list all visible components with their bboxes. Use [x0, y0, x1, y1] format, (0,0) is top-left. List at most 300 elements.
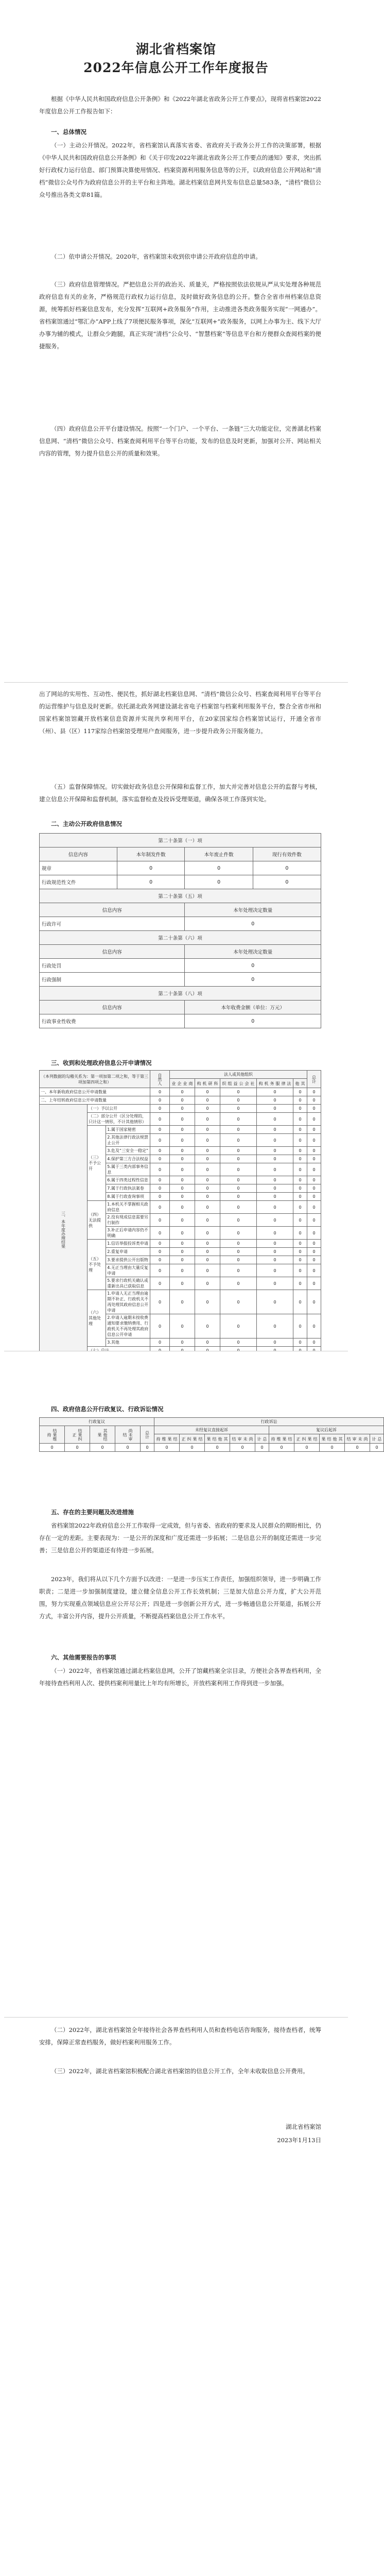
table-cell: 0 [115, 1444, 141, 1452]
table-cell: 0 [220, 1105, 256, 1113]
table-row-label: 3.危及“三安全一稳定” [106, 1147, 150, 1155]
table-caption: 第二十条第（六）项 [40, 931, 321, 945]
table-cell: 0 [220, 1147, 256, 1155]
table-cell: 0 [195, 1113, 220, 1126]
table-cell: 0 [150, 1201, 169, 1214]
table-cell: 0 [150, 1147, 169, 1155]
table-cell: 行政规范性文件 [40, 875, 117, 889]
table-cell: 0 [256, 1314, 293, 1338]
table-cell: 0 [256, 1134, 293, 1147]
table-cell: 0 [150, 1155, 169, 1163]
table-cell: 0 [256, 1214, 293, 1227]
table-cell: 0 [150, 1256, 169, 1264]
table-cell: 0 [195, 1088, 220, 1096]
table-header: 其他结果 [205, 1434, 230, 1444]
table-cell: 0 [256, 1277, 293, 1290]
table-header: 信息内容 [40, 848, 117, 861]
table-header: 其他 [293, 1079, 307, 1088]
table-row-label: 3.其他 [106, 1338, 150, 1347]
paragraph-platform-continued: 出了网站的实用性、互动性、便民性，抓好湖北档案信息网、“清档”微信公众号、档案查阅利用平台等平台的运营维护与信息及时更新。依托湖北政务网建设湖北省电子档案馆与档案利用服务平台，整合全省市州和国家档案馆馆藏开放档案信息资源并实现共享利用平台，在20家国家综合档案馆试运行，开通全省市（州）、县（区）117家综合档案馆受理用户查阅服务，进一步提升政务公开服务能力。 [39, 690, 321, 735]
table-cell: 0 [293, 1227, 307, 1240]
table-cell: 0 [307, 1338, 321, 1347]
table-cell: 0 [220, 1338, 256, 1347]
table-cell: 0 [293, 1214, 307, 1227]
page-4 [4, 2018, 348, 2576]
table-cell: 0 [195, 1214, 220, 1227]
table-cell: 0 [141, 1444, 154, 1452]
table-cell: 0 [293, 1240, 307, 1248]
table-header: 本年制发件数 [117, 848, 185, 861]
table-cell: 0 [169, 1147, 195, 1155]
table-cell: 0 [195, 1256, 220, 1264]
table-row [40, 875, 321, 889]
table-cell: 0 [180, 1444, 205, 1452]
table-row-label: 2.申请人逾期未按收费通知要求缴纳费用、行政机关不再处理其政府信息公开申请 [106, 1314, 150, 1338]
table-cell: 0 [169, 1314, 195, 1338]
table-cell: 0 [169, 1338, 195, 1347]
table-cell: 0 [169, 1096, 195, 1105]
table-cell: 0 [169, 1184, 195, 1193]
table-row [40, 1088, 321, 1096]
table-row-label: 7.属于行政执法案卷 [106, 1184, 150, 1193]
table-row [40, 861, 321, 875]
table-cell: 0 [293, 1134, 307, 1147]
table-group-label: （三）不予公开 [88, 1126, 106, 1201]
table-row [40, 1096, 321, 1105]
table-cell: 0 [220, 1277, 256, 1290]
table-header: 信息内容 [40, 945, 185, 959]
table-cell: 0 [150, 1338, 169, 1347]
table-cell: 0 [256, 1290, 293, 1314]
table-cell: 0 [220, 1290, 256, 1314]
table-cell: 0 [220, 1163, 256, 1176]
table-cell: 0 [195, 1163, 220, 1176]
table-row-label: （二）部分公开（区分处理的，只计这一情形，不计其他情形） [88, 1113, 150, 1126]
table-cell: 0 [150, 1248, 169, 1256]
table-cell: 0 [220, 1193, 256, 1201]
signature-org: 湖北省档案馆 [286, 2123, 321, 2130]
paragraph-supervision: （五）监督保障情况。切实做好政务信息公开保障和监督工作，加大并完善对信息公开的监督与考核，建立信息公开保障和监督机制，落实监督检查及投诉受理渠道，确保各项工作落到实处。 [39, 783, 321, 803]
section-4-heading: 四、政府信息公开行政复议、行政诉讼情况 [51, 1405, 164, 1413]
table-header: 结果维持 [269, 1434, 294, 1444]
table-cell: 0 [169, 1264, 195, 1277]
paragraph-platform: （四）政府信息公开平台建设情况。按照“一个门户、一个平台、一条链”三大功能定位，完善湖北档案信息网、“清档”微信公众号、档案查阅利用平台等平台功能，发布的信息及时更新，加强对公开、网站相关内容的管理，努力提升信息公开的质量和效果。 [39, 425, 321, 457]
table-cell: 0 [150, 1105, 169, 1113]
table-cell: 0 [220, 1088, 256, 1096]
table-cell: 0 [256, 1113, 293, 1126]
table-cell: 0 [307, 1314, 321, 1338]
table-cell: 0 [220, 1096, 256, 1105]
table-cell: 0 [169, 1201, 195, 1214]
table-cell: 0 [150, 1163, 169, 1176]
section-6-heading: 六、其他需要报告的事项 [51, 1654, 116, 1661]
table-cell: 0 [169, 1134, 195, 1147]
table-header: 自然人 [150, 1071, 169, 1088]
table-cell: 0 [195, 1248, 220, 1256]
table-cell: 0 [269, 1444, 294, 1452]
table-cell: 0 [293, 1155, 307, 1163]
table-row-label: 1.信访举报投诉类申请 [106, 1240, 150, 1248]
table-cell: 0 [150, 1113, 169, 1126]
table-row-label: 1.申请人无正当理由逾期不补正、行政机关不再处理其政府信息公开申请 [106, 1290, 150, 1314]
signature-date: 2023年1月13日 [277, 2137, 321, 2144]
table-cell: 0 [195, 1134, 220, 1147]
table-cell: 0 [293, 1184, 307, 1193]
table-cell: 0 [117, 861, 185, 875]
table-cell: 0 [307, 1248, 321, 1256]
table-cell: 0 [220, 1184, 256, 1193]
table-cell: 0 [90, 1444, 115, 1452]
table-row-label: 1.属于国家秘密 [106, 1126, 150, 1134]
table-cell: 0 [293, 1248, 307, 1256]
table-header: 行政诉讼 [154, 1418, 384, 1426]
table-cell: 0 [195, 1184, 220, 1193]
table-row-label: 二、上年结转政府信息公开申请数量 [40, 1096, 150, 1105]
table-header: 现行有效件数 [253, 848, 321, 861]
table-cell: 0 [293, 1264, 307, 1277]
table-cell: 0 [307, 1256, 321, 1264]
table-cell: 0 [293, 1290, 307, 1314]
table-row-label: 5.属于三类内部事务信息 [106, 1163, 150, 1176]
table-cell: 0 [150, 1126, 169, 1134]
table-cell: 0 [294, 1444, 320, 1452]
table-caption: 第二十条第（八）项 [40, 987, 321, 1001]
table-cell: 0 [256, 1105, 293, 1113]
table-cell: 0 [220, 1240, 256, 1248]
table-header: 复议后起诉 [269, 1426, 384, 1434]
table-header: 社会公益组织 [220, 1079, 256, 1088]
table-cell: 0 [307, 1096, 321, 1105]
table-cell: 0 [307, 1193, 321, 1201]
table-cell: 0 [293, 1201, 307, 1214]
table-cell: 0 [150, 1096, 169, 1105]
table-row-label: 3.补正后申请内容仍不明确 [106, 1227, 150, 1240]
table-caption: 第二十条第（五）项 [40, 889, 321, 903]
table-cell: 0 [117, 875, 185, 889]
table-header: 总计 [307, 1071, 321, 1088]
table-row-label: 5.要求行政机关确认或重新出具已获取信息 [106, 1277, 150, 1290]
table-cell: 0 [150, 1176, 169, 1184]
table-cell: 0 [256, 1240, 293, 1248]
table-cell: 0 [65, 1444, 90, 1452]
table-cell: 0 [195, 1105, 220, 1113]
table-cell: 0 [307, 1155, 321, 1163]
paragraph-problems: 省档案馆2022年政府信息公开工作取得一定成效，但与省委、省政府的要求及人民群众的期盼相比，仍存在一定的差距。主要表现为：一是公开的深度和广度还需进一步拓展；二是信息公开的制度还需进一步完善；三是信息公开的渠道还有待进一步拓展。 [39, 1522, 321, 1554]
table-cell: 0 [195, 1096, 220, 1105]
table-cell: 0 [185, 1014, 321, 1028]
table-cell: 0 [307, 1105, 321, 1113]
page-1 [4, 0, 348, 683]
table-cell: 0 [195, 1290, 220, 1314]
table-cell: 0 [169, 1155, 195, 1163]
table-cell: 0 [195, 1277, 220, 1290]
table-cell: 0 [307, 1277, 321, 1290]
paragraph-management: （三）政府信息管理情况。严把信息公开的政治关、质量关，严格按照依法依规从严从实处理各种规范政府信息有关的业务，严格规范行政权力运行信息，及时做好政务信息的公开。整合全省市州档案信息资源，统筹抓好档案信息发布，充分发挥“互联网+政务服务”作用，主动推进各类政务服务实现“一网通办”。省档案馆通过“鄂汇办”APP上线了7项便民服务事项，深化“互联网+”政务服务，以网上办事为主、线下大厅办事为辅的模式，让群众少跑腿，真正实现“清档”公众号、“智慧档案”等信息平台和方便群众查阅档案的便捷服务。 [39, 281, 321, 350]
report-title-line1: 湖北省档案馆 [135, 42, 216, 57]
section-1-heading: 一、总体情况 [51, 128, 86, 135]
table-cell: 0 [150, 1240, 169, 1248]
table-cell: 0 [220, 1176, 256, 1184]
table-header: 尚未审结 [345, 1434, 370, 1444]
table-row-label: 8.属于行政查询事项 [106, 1193, 150, 1201]
table-header: 商业企业 [169, 1079, 195, 1088]
table-cell: 0 [150, 1290, 169, 1314]
table-header: 其他结果 [90, 1426, 115, 1444]
table-cell: 0 [169, 1126, 195, 1134]
table-cell: 0 [253, 875, 321, 889]
table-header: 结果纠正 [294, 1434, 320, 1444]
table-row-label: 6.属于四类过程性信息 [106, 1176, 150, 1184]
table-group-label: 三、本年度办理结果 [40, 1105, 88, 1355]
table-header: 科研机构 [195, 1079, 220, 1088]
table-header: 本年处理决定数量 [185, 903, 321, 917]
table-cell: 0 [169, 1256, 195, 1264]
table-cell: 0 [169, 1176, 195, 1184]
table-row-label: 4.无正当理由大量反复申请 [106, 1264, 150, 1277]
table-cell: 0 [185, 875, 253, 889]
table-row-label: 2.重复申请 [106, 1248, 150, 1256]
table-cell: 0 [195, 1155, 220, 1163]
table-cell: 0 [169, 1088, 195, 1096]
table-cell: 0 [205, 1444, 230, 1452]
table-header: 结果纠正 [65, 1426, 90, 1444]
table-cell: 0 [150, 1134, 169, 1147]
table-group-label: （四）无法提供 [88, 1201, 106, 1240]
table-cell: 0 [169, 1113, 195, 1126]
page-2 [4, 683, 348, 1351]
table-cell: 0 [293, 1105, 307, 1113]
review-litigation-table [39, 1417, 384, 1452]
paragraph-other-2: （二）2022年，湖北省档案馆全年接待社会各界查档利用人员和查档电话咨询服务，接待查档者，统筹安排，保障正常查档服务，做好档案利用服务工作。 [39, 2026, 321, 2046]
table-cell: 0 [150, 1214, 169, 1227]
table-cell: 0 [169, 1290, 195, 1314]
table-caption: 第二十条第（一）项 [40, 834, 321, 848]
table-group-label: （六）其他处理 [88, 1290, 106, 1347]
report-title-line2: 2022年信息公开工作年度报告 [83, 60, 269, 75]
table-header: 信息内容 [40, 903, 185, 917]
table-cell: 0 [293, 1338, 307, 1347]
table-cell: 0 [150, 1227, 169, 1240]
table-cell: 0 [307, 1264, 321, 1277]
table-cell: 0 [307, 1214, 321, 1227]
table-cell: 0 [256, 1264, 293, 1277]
table-cell: 0 [307, 1134, 321, 1147]
table-header: 总计 [255, 1434, 269, 1444]
table-cell: 0 [185, 973, 321, 987]
table-cell: 0 [293, 1314, 307, 1338]
table-cell: 0 [150, 1314, 169, 1338]
table-cell: 0 [293, 1163, 307, 1176]
table-header: 结果纠正 [180, 1434, 205, 1444]
table-cell: 0 [220, 1155, 256, 1163]
table-cell: 0 [150, 1088, 169, 1096]
table-cell: 0 [320, 1444, 345, 1452]
table-cell: 0 [169, 1214, 195, 1227]
table-header: 本年收费金额（单位：万元） [185, 1001, 321, 1014]
table-cell: 0 [256, 1184, 293, 1193]
paragraph-on-request: （二）依申请公开情况。2020年，省档案馆未收到依申请公开政府信息的申请。 [51, 253, 261, 260]
table-cell: 0 [169, 1240, 195, 1248]
table-header: 法人或其他组织 [169, 1071, 307, 1079]
page-3 [4, 1351, 382, 2018]
table-cell: 0 [220, 1134, 256, 1147]
table-cell: 0 [220, 1201, 256, 1214]
table-group-label: （五）不予处理 [88, 1240, 106, 1290]
table-cell: 0 [256, 1096, 293, 1105]
table-cell: 0 [307, 1227, 321, 1240]
table-cell: 0 [185, 861, 253, 875]
table-header: 其他结果 [320, 1434, 345, 1444]
table-cell: 0 [220, 1256, 256, 1264]
table-cell: 0 [370, 1444, 384, 1452]
request-handling-table [39, 1070, 321, 1363]
table-header: 本年处理决定数量 [185, 945, 321, 959]
table-row-label: 1.本机关不掌握相关政府信息 [106, 1201, 150, 1214]
intro-paragraph: 根据《中华人民共和国政府信息公开条例》和《2022年湖北省政务公开工作要点》，现将省档案馆2022年度信息公开工作报告如下： [39, 95, 321, 115]
table-cell: 0 [150, 1264, 169, 1277]
table-header: 尚未审结 [115, 1426, 141, 1444]
table-cell: 0 [150, 1193, 169, 1201]
table-row [40, 959, 321, 973]
table-cell: 0 [256, 1088, 293, 1096]
table-header: 未经复议直接起诉 [154, 1426, 269, 1434]
table-cell: 0 [220, 1227, 256, 1240]
table-cell: 0 [40, 1444, 65, 1452]
table-cell: 0 [169, 1248, 195, 1256]
table-cell: 0 [169, 1227, 195, 1240]
table-cell: 0 [293, 1176, 307, 1184]
table-cell: 0 [256, 1155, 293, 1163]
table-row [40, 1444, 384, 1452]
table-cell: 0 [220, 1264, 256, 1277]
table-cell: 0 [154, 1444, 180, 1452]
table-cell: 0 [293, 1096, 307, 1105]
table-row-label: 一、本年新收政府信息公开申请数量 [40, 1088, 150, 1096]
table-cell: 0 [307, 1201, 321, 1214]
table-cell: 行政事业性收费 [40, 1014, 185, 1028]
table-header: 结果维持 [40, 1426, 65, 1444]
table-cell: 0 [185, 917, 321, 931]
table-row-label: 4.保护第三方合法权益 [106, 1155, 150, 1163]
table-cell: 0 [185, 959, 321, 973]
table-header: 总计 [141, 1426, 154, 1444]
active-disclosure-table [39, 833, 321, 1028]
section-3-heading: 三、收到和处理政府信息公开申请情况 [51, 1059, 152, 1066]
table-row-label: （一）予以公开 [88, 1105, 150, 1113]
table-cell: 0 [293, 1088, 307, 1096]
table-cell: 0 [256, 1256, 293, 1264]
table-header: 本年废止件数 [185, 848, 253, 861]
table-cell: 0 [293, 1256, 307, 1264]
table-cell: 0 [195, 1126, 220, 1134]
table-cell: 0 [169, 1193, 195, 1201]
table-cell: 0 [256, 1193, 293, 1201]
table-row [40, 917, 321, 931]
table-cell: 0 [307, 1126, 321, 1134]
table-header: 法律服务机构 [256, 1079, 293, 1088]
table-cell: 0 [169, 1163, 195, 1176]
table-cell: 0 [220, 1248, 256, 1256]
table-cell: 0 [256, 1147, 293, 1155]
paragraph-improvements: 2023年，我们将从以下几个方面予以改进：一是进一步压实工作责任，加强组织领导，进一步明确工作职责；二是进一步加强制度建设，建立健全信息公开工作长效机制；三是加大信息公开力度，扩大公开范围，努力实现重点领域信息应公开尽公开；四是进一步创新公开方式，进一步畅通信息公开渠道，拓展公开方式，丰富公开内容，提升公开质量，不断提高档案信息公开工作水平。 [39, 1575, 321, 1620]
table-cell: 0 [293, 1277, 307, 1290]
table-row [40, 1014, 321, 1028]
table-header: 尚未审结 [230, 1434, 255, 1444]
table-row [40, 1105, 321, 1113]
section-2-heading: 二、主动公开政府信息情况 [51, 820, 122, 827]
table-cell: 0 [256, 1163, 293, 1176]
table-cell: 0 [169, 1277, 195, 1290]
table-cell: 0 [150, 1277, 169, 1290]
table-cell: 0 [256, 1201, 293, 1214]
table-cell: 0 [293, 1193, 307, 1201]
table-cell: 0 [307, 1240, 321, 1248]
table-cell: 0 [293, 1147, 307, 1155]
table-cell: 规章 [40, 861, 117, 875]
table-row-label: 3.要求提供公开出版物 [106, 1256, 150, 1264]
table-cell: 0 [293, 1113, 307, 1126]
paragraph-active-disclosure: （一）主动公开情况。2022年，省档案馆认真落实省委、省政府关于政务公开工作的决策部署，根据《中华人民共和国政府信息公开条例》和《关于印发2022年湖北省政务公开工作要点的通知》要求，突出抓好行政权力运行信息、部门预算决算使用情况、档案资源利用服务信息等的公开，以政府信息公开网站和“清档”微信公众号作为政府信息公开的主平台和主阵地。湖北档案信息网共发布信息总量583条，“清档”微信公众号推出各类文章81篇。 [39, 142, 321, 198]
table-cell: 0 [256, 1248, 293, 1256]
table-corner: （本列数据的勾稽关系为：第一项加第二项之和，等于第三项加第四项之和） [40, 1071, 150, 1088]
table-cell: 0 [220, 1214, 256, 1227]
table-cell: 行政许可 [40, 917, 185, 931]
table-cell: 0 [307, 1113, 321, 1126]
table-cell: 0 [220, 1113, 256, 1126]
table-cell: 0 [307, 1176, 321, 1184]
table-cell: 行政处罚 [40, 959, 185, 973]
table-header: 行政复议 [40, 1418, 154, 1426]
table-cell: 0 [195, 1338, 220, 1347]
table-header: 总计 [370, 1434, 384, 1444]
table-cell: 0 [256, 1176, 293, 1184]
table-row [40, 973, 321, 987]
table-cell: 0 [307, 1163, 321, 1176]
table-cell: 0 [169, 1105, 195, 1113]
table-cell: 0 [307, 1147, 321, 1155]
table-cell: 0 [195, 1147, 220, 1155]
table-cell: 0 [255, 1444, 269, 1452]
table-cell: 0 [220, 1314, 256, 1338]
table-cell: 0 [195, 1176, 220, 1184]
table-cell: 0 [195, 1314, 220, 1338]
section-5-heading: 五、存在的主要问题及改进措施 [51, 1509, 134, 1516]
table-cell: 0 [220, 1126, 256, 1134]
table-cell: 0 [150, 1184, 169, 1193]
table-cell: 0 [256, 1126, 293, 1134]
table-cell: 0 [345, 1444, 370, 1452]
table-cell: 0 [230, 1444, 255, 1452]
paragraph-other-3: （三）2022年，湖北省档案馆积极配合湖北省档案馆的信息公开工作，全年未收取信息公开费用。 [51, 2067, 309, 2075]
table-cell: 0 [195, 1201, 220, 1214]
paragraph-other-1: （一）2022年，省档案馆通过湖北档案信息网，公开了馆藏档案全宗目录，方便社会各界查档利用，全年接待查档利用人次、提供档案利用量比上年均有所增长，开放档案利用工作得到进一步加强。 [39, 1667, 321, 1687]
table-cell: 0 [293, 1126, 307, 1134]
table-cell: 0 [307, 1088, 321, 1096]
table-cell: 0 [195, 1240, 220, 1248]
table-cell: 0 [256, 1227, 293, 1240]
table-header: 信息内容 [40, 1001, 185, 1014]
table-cell: 0 [253, 861, 321, 875]
table-header: 结果维持 [154, 1434, 180, 1444]
table-row-label: 2.没有现成信息需要另行制作 [106, 1214, 150, 1227]
table-cell: 0 [256, 1338, 293, 1347]
table-cell: 行政强制 [40, 973, 185, 987]
table-cell: 0 [195, 1227, 220, 1240]
table-cell: 0 [307, 1290, 321, 1314]
table-cell: 0 [195, 1193, 220, 1201]
table-row-label: 2.其他法律行政法规禁止公开 [106, 1134, 150, 1147]
table-cell: 0 [307, 1184, 321, 1193]
